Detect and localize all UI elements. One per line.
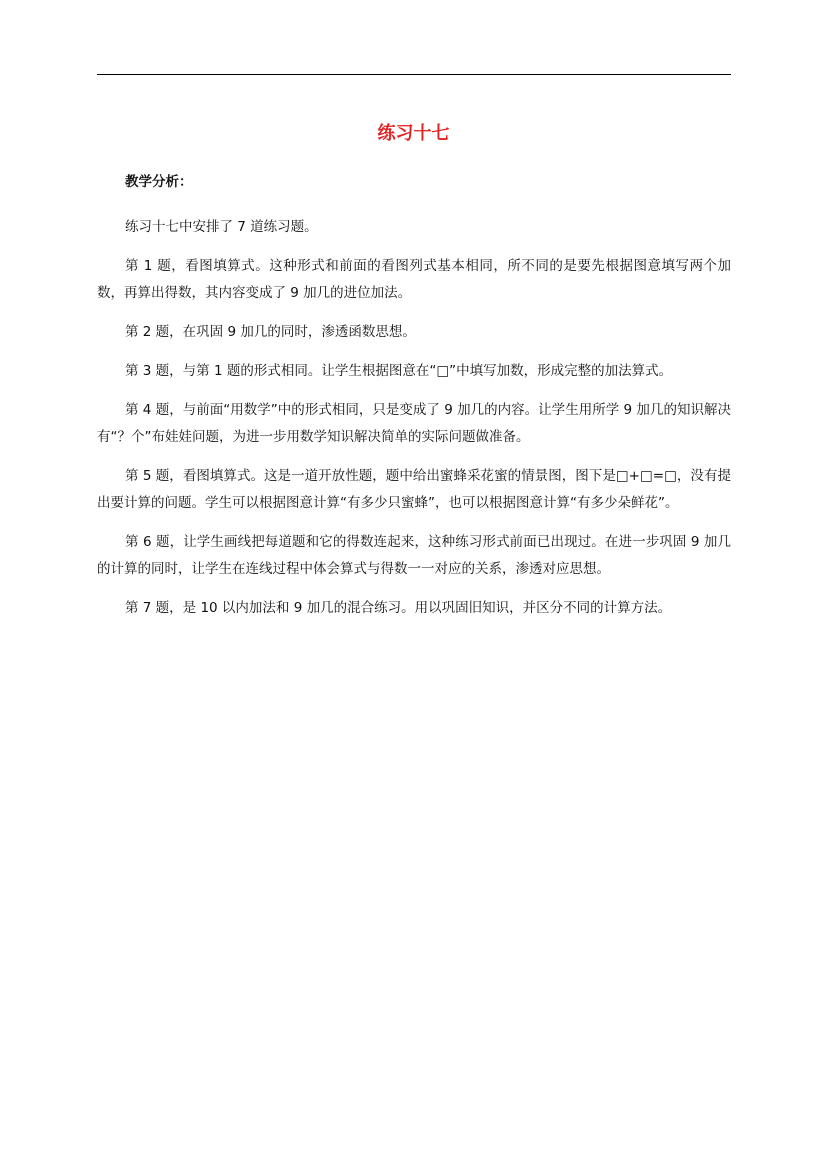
paragraph-exercise-3: 第 3 题，与第 1 题的形式相同。让学生根据图意在“□”中填写加数，形成完整的加法算式。 <box>125 363 673 379</box>
paragraph-exercise-5: 第 5 题，看图填算式。这是一道开放性题，题中给出蜜蜂采花蜜的情景图，图下是□+□=□，没有提出要计算的问题。学生可以根据图意计算“有多少只蜜蜂”，也可以根据图意计算“有多少朵鲜花”。 <box>97 468 731 511</box>
document-body <box>97 170 731 634</box>
paragraph-exercise-2: 第 2 题，在巩固 9 加几的同时，渗透函数思想。 <box>125 324 416 340</box>
paragraph-exercise-7: 第 7 题，是 10 以内加法和 9 加几的混合练习。用以巩固旧知识，并区分不同的计算方法。 <box>125 600 672 616</box>
paragraph-exercise-4: 第 4 题，与前面“用数学”中的形式相同，只是变成了 9 加几的内容。让学生用所学 9 加几的知识解决有“？个”布娃娃问题，为进一步用数学知识解决简单的实际问题做准备。 <box>97 402 731 445</box>
paragraph-intro: 练习十七中安排了 7 道练习题。 <box>125 219 318 235</box>
header-rule <box>97 74 731 75</box>
section-heading: 教学分析： <box>125 174 193 190</box>
page-title: 练习十七 <box>377 123 450 144</box>
paragraph-exercise-1: 第 1 题，看图填算式。这种形式和前面的看图列式基本相同，所不同的是要先根据图意填写两个加数，再算出得数，其内容变成了 9 加几的进位加法。 <box>97 258 731 301</box>
paragraph-exercise-6: 第 6 题，让学生画线把每道题和它的得数连起来，这种练习形式前面已出现过。在进一步巩固 9 加几的计算的同时，让学生在连线过程中体会算式与得数一一对应的关系，渗透对应思想。 <box>97 534 731 577</box>
